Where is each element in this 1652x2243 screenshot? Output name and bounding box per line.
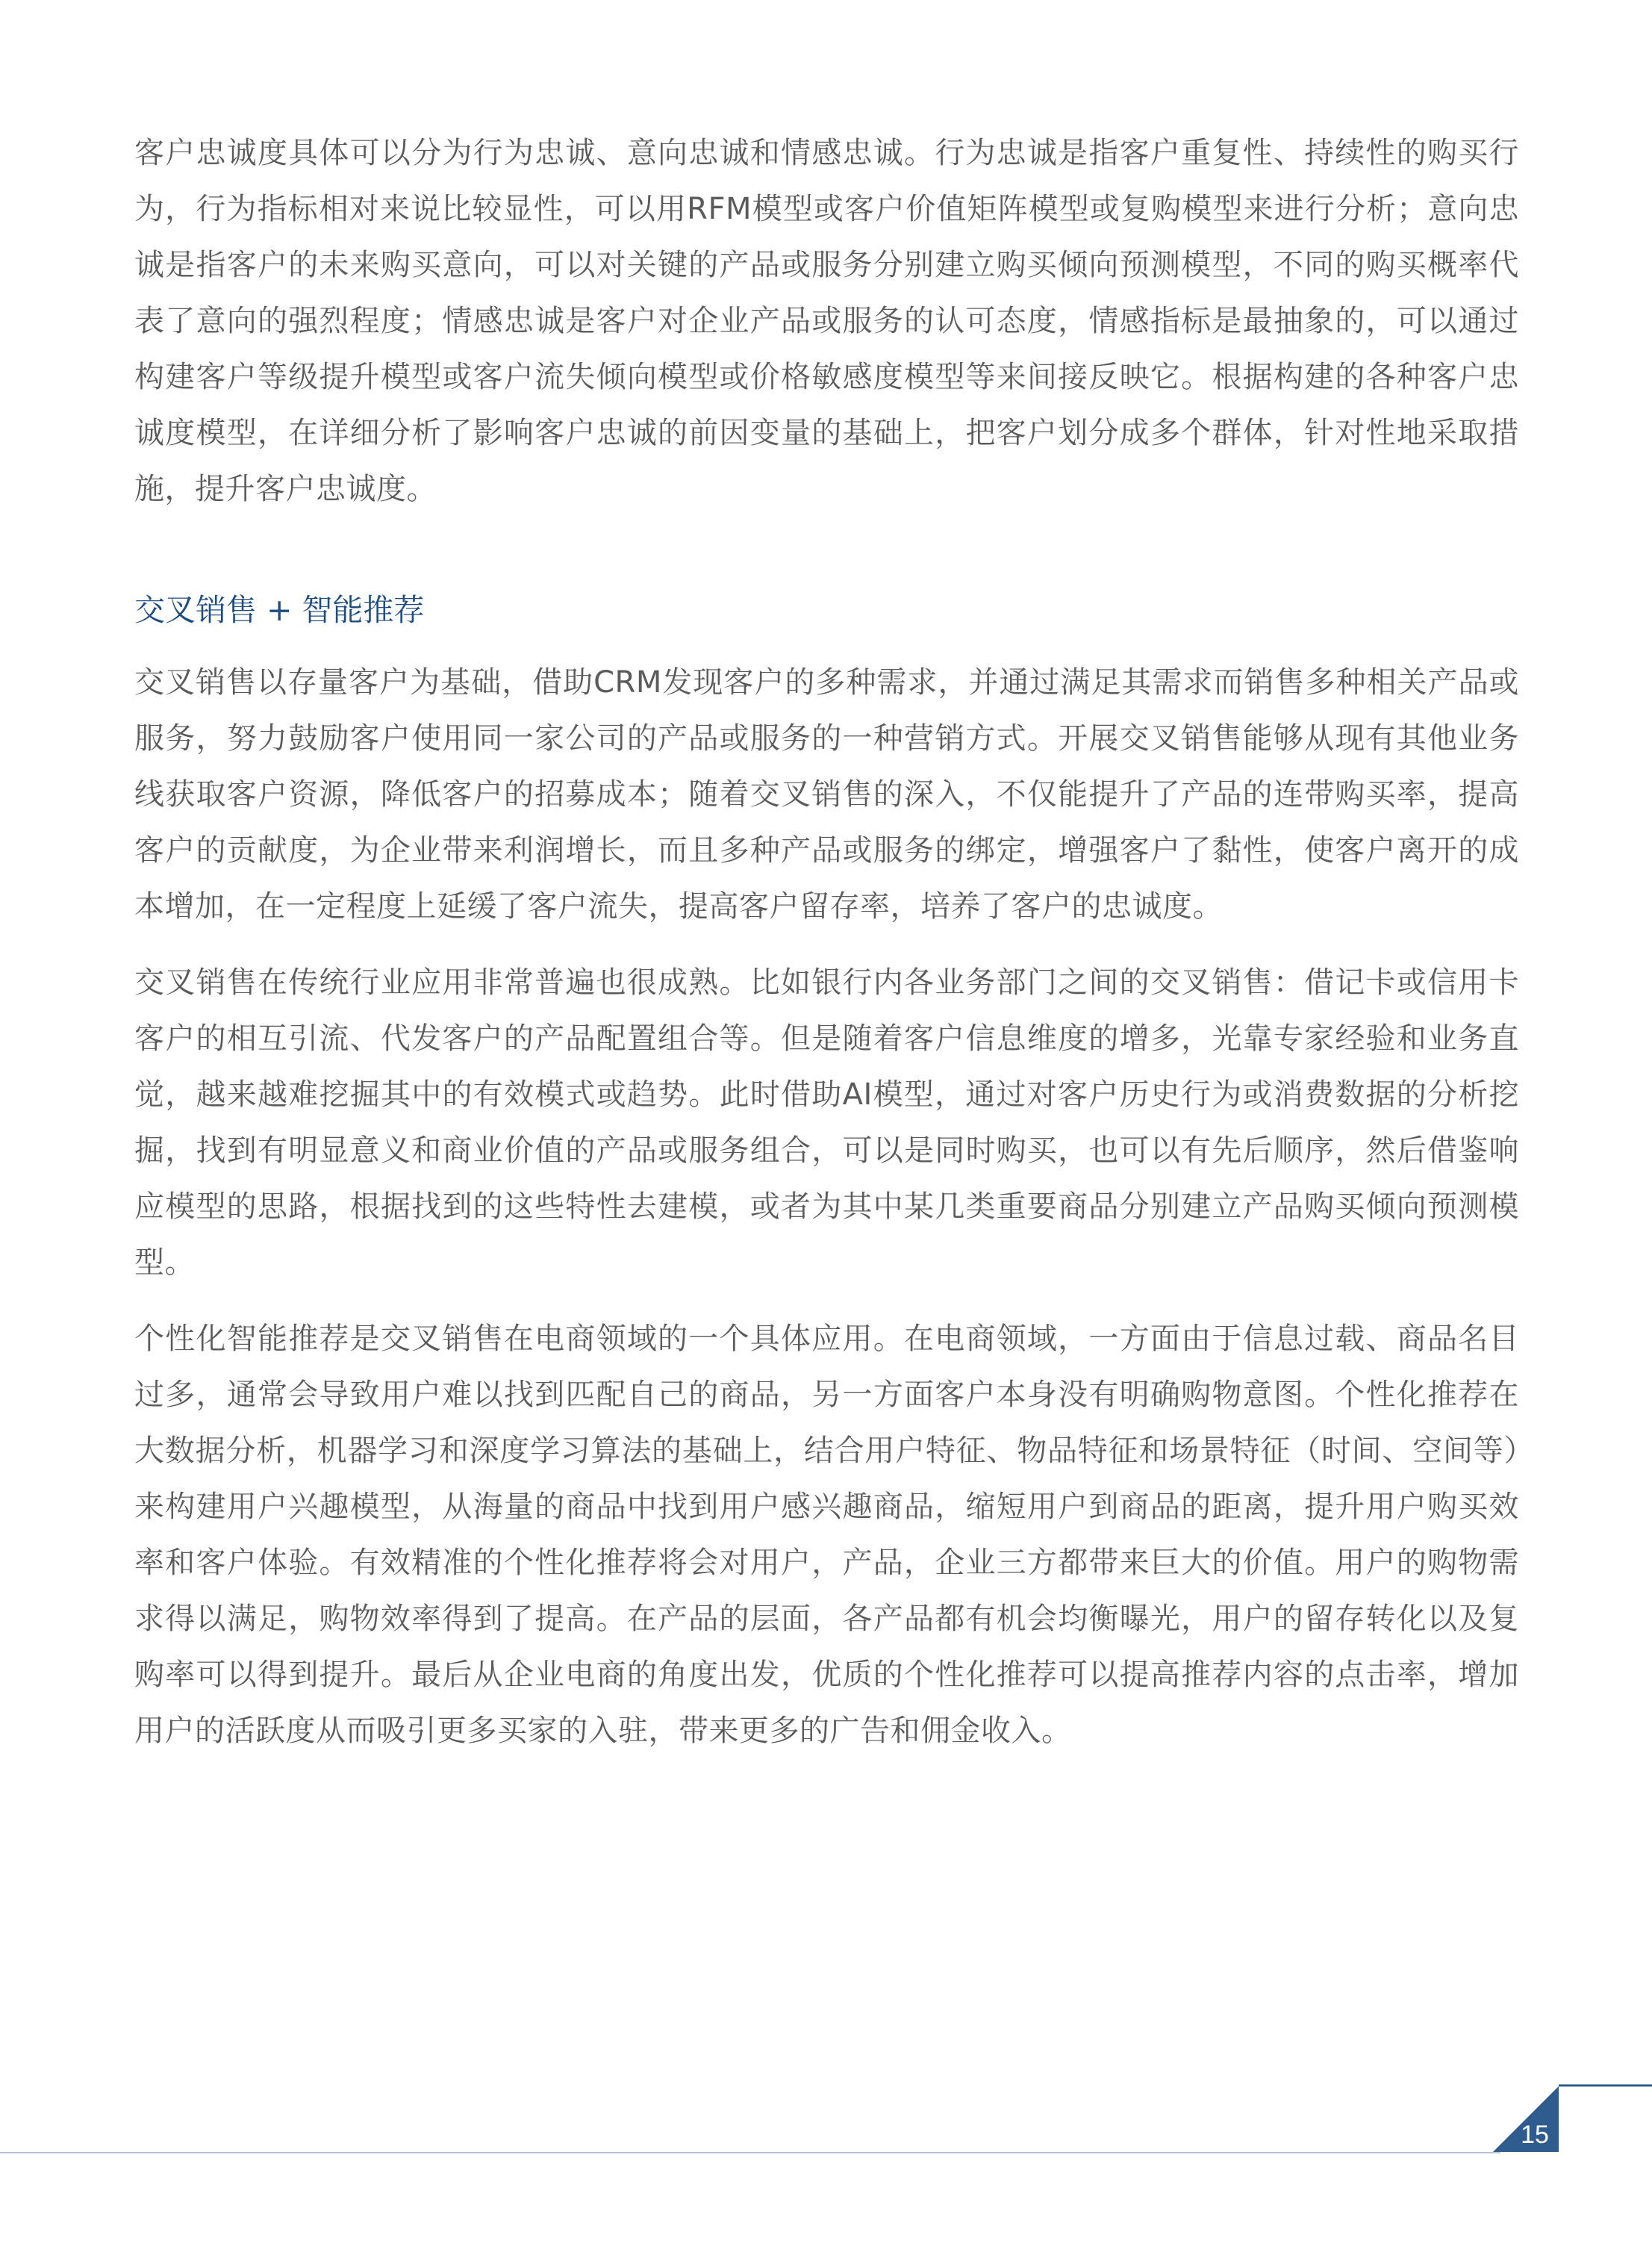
footer-divider	[0, 2152, 1500, 2153]
page-number: 15	[1521, 2121, 1549, 2149]
paragraph-cross-selling-intro: 交叉销售以存量客户为基础，借助CRM发现客户的多种需求，并通过满足其需求而销售多种相关产品或服务，努力鼓励客户使用同一家公司的产品或服务的一种营销方式。开展交叉销售能够从现有其他业务线获取客户资源，降低客户的招募成本；随着交叉销售的深入，不仅能提升了产品的连带购买率，提高客户的贡献度，为企业带来利润增长，而且多种产品或服务的绑定，增强客户了黏性，使客户离开的成本增加，在一定程度上延缓了客户流失，提高客户留存率，培养了客户的忠诚度。	[134, 665, 1519, 924]
paragraph-cross-selling-traditional: 交叉销售在传统行业应用非常普遍也很成熟。比如银行内各业务部门之间的交叉销售：借记卡或信用卡客户的相互引流、代发客户的产品配置组合等。但是随着客户信息维度的增多，光靠专家经验和业务直觉，越来越难挖掘其中的有效模式或趋势。此时借助AI模型，通过对客户历史行为或消费数据的分析挖掘，找到有明显意义和商业价值的产品或服务组合，可以是同时购买，也可以有先后顺序，然后借鉴响应模型的思路，根据找到的这些特性去建模，或者为其中某几类重要商品分别建立产品购买倾向预测模型。	[134, 965, 1519, 1280]
section-heading: 交叉销售 + 智能推荐	[134, 592, 425, 628]
paragraph-personalized-recommendation: 个性化智能推荐是交叉销售在电商领域的一个具体应用。在电商领域，一方面由于信息过载、商品名目过多，通常会导致用户难以找到匹配自己的商品，另一方面客户本身没有明确购物意图。个性化推荐在大数据分析，机器学习和深度学习算法的基础上，结合用户特征、物品特征和场景特征（时间、空间等）来构建用户兴趣模型，从海量的商品中找到用户感兴趣商品，缩短用户到商品的距离，提升用户购买效率和客户体验。有效精准的个性化推荐将会对用户，产品，企业三方都带来巨大的价值。用户的购物需求得以满足，购物效率得到了提高。在产品的层面，各产品都有机会均衡曝光，用户的留存转化以及复购率可以得到提升。最后从企业电商的角度出发，优质的个性化推荐可以提高推荐内容的点击率，增加用户的活跃度从而吸引更多买家的入驻，带来更多的广告和佣金收入。	[134, 1322, 1519, 1748]
paragraph-customer-loyalty: 客户忠诚度具体可以分为行为忠诚、意向忠诚和情感忠诚。行为忠诚是指客户重复性、持续性的购买行为，行为指标相对来说比较显性，可以用RFM模型或客户价值矩阵模型或复购模型来进行分析；意向忠诚是指客户的未来购买意向，可以对关键的产品或服务分别建立购买倾向预测模型，不同的购买概率代表了意向的强烈程度；情感忠诚是客户对企业产品或服务的认可态度，情感指标是最抽象的，可以通过构建客户等级提升模型或客户流失倾向模型或价格敏感度模型等来间接反映它。根据构建的各种客户忠诚度模型，在详细分析了影响客户忠诚的前因变量的基础上，把客户划分成多个群体，针对性地采取措施，提升客户忠诚度。	[134, 136, 1519, 506]
document-body	[134, 125, 1519, 1759]
